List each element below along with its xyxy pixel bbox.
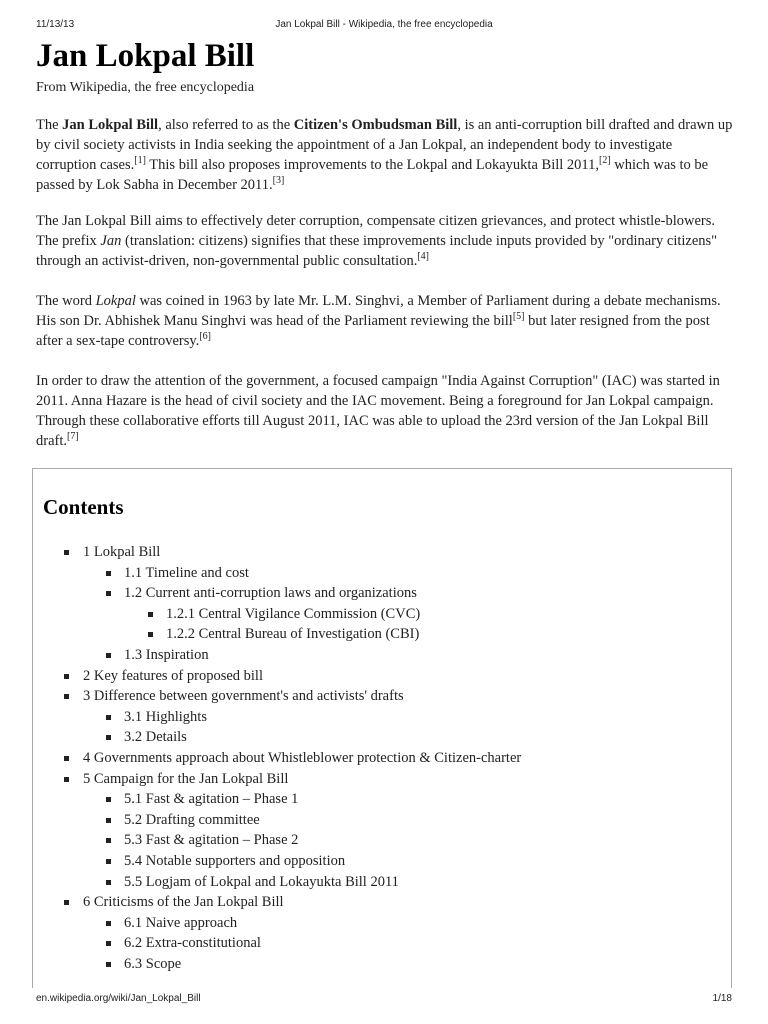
bold-term-jan-lokpal-bill: Jan Lokpal Bill: [62, 117, 159, 133]
toc-item[interactable]: [33, 954, 731, 975]
text-run: which was to be passed by Lok Sabha in December 2011.: [36, 157, 709, 193]
toc-item[interactable]: [33, 542, 731, 563]
toc-link[interactable]: 6.3 Scope: [124, 955, 182, 972]
reference-link-6[interactable]: [6]: [199, 331, 211, 343]
toc-link[interactable]: 5.1 Fast & agitation – Phase 1: [124, 791, 299, 808]
bullet-icon: [64, 777, 69, 782]
bullet-icon: [106, 880, 111, 885]
toc-item[interactable]: [33, 892, 731, 913]
paragraph-campaign: [36, 371, 736, 451]
toc-link[interactable]: 1 Lokpal Bill: [83, 544, 161, 560]
bullet-icon: [106, 941, 111, 946]
toc-link[interactable]: 6.2 Extra-constitutional: [124, 935, 261, 952]
bullet-icon: [106, 921, 111, 926]
bullet-icon: [106, 838, 111, 843]
bullet-icon: [106, 653, 111, 658]
bullet-icon: [106, 797, 111, 802]
toc-item[interactable]: [33, 666, 731, 687]
toc-item[interactable]: [33, 810, 731, 831]
text-run: , is an anti-corruption bill drafted and drawn up by civil society activists in India seeking the appointment of a Jan Lokpal, an independent body to investigate corruption cases.: [36, 117, 733, 173]
bullet-icon: [106, 715, 111, 720]
bullet-icon: [64, 756, 69, 761]
toc-item[interactable]: [33, 707, 731, 728]
toc-item[interactable]: [33, 748, 731, 769]
toc-item[interactable]: [33, 851, 731, 872]
bullet-icon: [148, 632, 153, 637]
text-run: This bill also proposes improvements to the Lokpal and Lokayukta Bill 2011,: [145, 157, 599, 173]
toc-item[interactable]: [33, 933, 731, 954]
toc-link[interactable]: 6.1 Naive approach: [124, 914, 238, 931]
italic-term-lokpal: Lokpal: [95, 293, 136, 309]
bullet-icon: [106, 859, 111, 864]
toc-item[interactable]: [33, 727, 731, 748]
text-run: but later resigned from the post after a sex-tape controversy.: [36, 313, 710, 349]
toc-link[interactable]: 5.5 Logjam of Lokpal and Lokayukta Bill 2011: [124, 873, 399, 890]
reference-link-4[interactable]: [4]: [417, 251, 430, 263]
toc-link[interactable]: 2 Key features of proposed bill: [83, 667, 263, 684]
print-page-title: Jan Lokpal Bill - Wikipedia, the free encyclopedia: [275, 19, 493, 30]
toc-item[interactable]: [33, 872, 731, 893]
text-run: The word: [36, 293, 96, 309]
toc-link[interactable]: 5.2 Drafting committee: [124, 811, 260, 828]
table-of-contents: [32, 468, 732, 988]
text-run: The: [36, 117, 63, 133]
toc-link[interactable]: 1.1 Timeline and cost: [124, 564, 249, 581]
text-run: , also referred to as the: [158, 117, 294, 133]
italic-term-jan: Jan: [100, 233, 122, 249]
toc-item[interactable]: [33, 686, 731, 707]
toc-link[interactable]: 5.4 Notable supporters and opposition: [124, 852, 346, 869]
reference-link-2[interactable]: [2]: [599, 155, 611, 167]
reference-link-1[interactable]: [1]: [134, 155, 146, 167]
bullet-icon: [106, 962, 111, 967]
toc-link[interactable]: 3.1 Highlights: [124, 708, 207, 725]
toc-item[interactable]: [33, 604, 731, 625]
toc-item[interactable]: [33, 913, 731, 934]
toc-link[interactable]: 1.2.2 Central Bureau of Investigation (CBI): [166, 626, 420, 643]
bullet-icon: [64, 900, 69, 905]
bullet-icon: [64, 550, 69, 555]
bullet-icon: [106, 818, 111, 823]
reference-link-3[interactable]: [3]: [272, 175, 285, 187]
text-run: (translation: citizens) signifies that these improvements include inputs provided by "ordinary citizens" through an activist-driven, non-governmental public consultation.: [36, 233, 718, 269]
toc-item[interactable]: [33, 830, 731, 851]
bullet-icon: [148, 612, 153, 617]
print-url: en.wikipedia.org/wiki/Jan_Lokpal_Bill: [36, 993, 201, 1004]
reference-link-5[interactable]: [5]: [512, 311, 525, 323]
bullet-icon: [106, 591, 111, 596]
bullet-icon: [106, 735, 111, 740]
paragraph-aims: [36, 211, 736, 271]
site-tagline: From Wikipedia, the free encyclopedia: [36, 80, 255, 95]
article-content: [36, 38, 736, 449]
toc-link[interactable]: 6 Criticisms of the Jan Lokpal Bill: [83, 894, 284, 911]
toc-link[interactable]: 1.3 Inspiration: [124, 646, 209, 663]
toc-item[interactable]: [33, 769, 731, 790]
toc-item[interactable]: [33, 563, 731, 584]
paragraph-origin: [36, 291, 736, 351]
page-title: Jan Lokpal Bill: [36, 38, 255, 74]
toc-list: [33, 542, 731, 974]
bold-term-citizens-ombudsman-bill: Citizen's Ombudsman Bill: [293, 117, 458, 133]
print-footer: [36, 993, 732, 1007]
bullet-icon: [64, 674, 69, 679]
bullet-icon: [64, 694, 69, 699]
toc-item[interactable]: [33, 645, 731, 666]
toc-link[interactable]: 5 Campaign for the Jan Lokpal Bill: [83, 770, 289, 787]
toc-title: Contents: [43, 495, 124, 519]
toc-item[interactable]: [33, 583, 731, 604]
toc-link[interactable]: 5.3 Fast & agitation – Phase 2: [124, 832, 299, 849]
text-run: was coined in 1963 by late Mr. L.M. Singhvi, a Member of Parliament during a debate mechanisms. His son Dr. Abhishek Manu Singhvi was head of the Parliament reviewing the bill: [36, 293, 721, 329]
page-number: 1/18: [712, 993, 732, 1004]
toc-item[interactable]: [33, 789, 731, 810]
toc-link[interactable]: 1.2 Current anti-corruption laws and organizations: [124, 585, 417, 602]
reference-link-7[interactable]: [7]: [67, 431, 79, 443]
toc-link[interactable]: 3 Difference between government's and activists' drafts: [83, 688, 404, 705]
text-run: In order to draw the attention of the government, a focused campaign "India Against Corruption" (IAC) was started in 2011. Anna Hazare is the head of civil society and the IAC movement. Being a foreground for Jan Lokpal campaign. Through these collaborative efforts till August 2011, IAC was able to upload the 23rd version of the Jan Lokpal Bill draft.: [36, 373, 720, 449]
bullet-icon: [106, 571, 111, 576]
paragraph-intro: [36, 115, 736, 195]
print-header: [36, 19, 732, 33]
text-run: The Jan Lokpal Bill aims to effectively deter corruption, compensate citizen grievances, and protect whistle-blowers. The prefix: [36, 213, 715, 249]
toc-link[interactable]: 1.2.1 Central Vigilance Commission (CVC): [166, 605, 421, 622]
toc-link[interactable]: 3.2 Details: [124, 729, 187, 746]
toc-item[interactable]: [33, 624, 731, 645]
toc-link[interactable]: 4 Governments approach about Whistleblower protection & Citizen-charter: [83, 749, 522, 766]
print-date: 11/13/13: [36, 19, 75, 30]
